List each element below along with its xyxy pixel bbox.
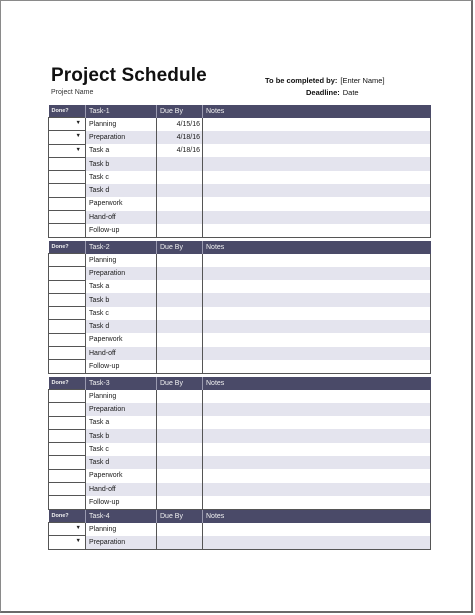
- notes-cell[interactable]: [203, 118, 431, 131]
- column-header-due: Due By: [157, 105, 203, 118]
- due-date-cell[interactable]: [157, 320, 203, 333]
- notes-cell[interactable]: [203, 333, 431, 346]
- page-title: Project Schedule: [51, 65, 207, 86]
- due-date-cell[interactable]: [157, 224, 203, 237]
- task-cell[interactable]: Task d: [86, 456, 157, 469]
- table-row: [49, 144, 431, 157]
- due-date-cell[interactable]: [157, 403, 203, 416]
- task-cell[interactable]: Task d: [86, 320, 157, 333]
- due-date-cell[interactable]: [157, 496, 203, 509]
- task-cell[interactable]: Follow-up: [86, 360, 157, 373]
- table-header-row: [49, 241, 431, 254]
- column-header-task: Task-1: [86, 105, 157, 118]
- task-cell[interactable]: Preparation: [86, 536, 157, 549]
- table-row: [49, 483, 431, 496]
- dropdown-arrow-icon[interactable]: ▼: [75, 146, 81, 153]
- table-row: [49, 443, 431, 456]
- notes-cell[interactable]: [203, 523, 431, 536]
- notes-cell[interactable]: [203, 211, 431, 224]
- task-cell[interactable]: Follow-up: [86, 224, 157, 237]
- due-date-cell[interactable]: [157, 360, 203, 373]
- due-date-cell[interactable]: [157, 157, 203, 170]
- table-row: [49, 211, 431, 224]
- task-cell[interactable]: Task c: [86, 307, 157, 320]
- schedule-table: [48, 510, 431, 550]
- notes-cell[interactable]: [203, 456, 431, 469]
- done-cell[interactable]: [49, 224, 86, 237]
- table-header-row: [49, 105, 431, 118]
- notes-cell[interactable]: [203, 267, 431, 280]
- column-header-done: Done?: [49, 510, 86, 523]
- done-cell[interactable]: [49, 118, 86, 131]
- notes-cell[interactable]: [203, 429, 431, 442]
- due-date-cell[interactable]: [157, 197, 203, 210]
- table-row: [49, 347, 431, 360]
- table-row: [49, 307, 431, 320]
- notes-cell[interactable]: [203, 307, 431, 320]
- table-header-row: [49, 510, 431, 523]
- column-header-done: Done?: [49, 105, 86, 118]
- column-header-done: Done?: [49, 241, 86, 254]
- due-date-cell[interactable]: [157, 267, 203, 280]
- table-row: [49, 320, 431, 333]
- due-date-cell[interactable]: [157, 293, 203, 306]
- done-cell[interactable]: [49, 347, 86, 360]
- column-header-notes: Notes: [203, 510, 431, 523]
- task-cell[interactable]: Task c: [86, 443, 157, 456]
- done-cell[interactable]: [49, 280, 86, 293]
- table-row: [49, 293, 431, 306]
- table-row: [49, 171, 431, 184]
- column-header-task: Task-3: [86, 377, 157, 390]
- due-date-cell[interactable]: [157, 280, 203, 293]
- notes-cell[interactable]: [203, 347, 431, 360]
- table-row: [49, 131, 431, 144]
- done-cell[interactable]: [49, 320, 86, 333]
- done-cell[interactable]: [49, 211, 86, 224]
- column-header-notes: Notes: [203, 105, 431, 118]
- due-date-cell[interactable]: [157, 416, 203, 429]
- notes-cell[interactable]: [203, 403, 431, 416]
- done-cell[interactable]: [49, 390, 86, 403]
- notes-cell[interactable]: [203, 131, 431, 144]
- notes-cell[interactable]: [203, 496, 431, 509]
- schedule-table: [48, 377, 431, 510]
- due-date-cell[interactable]: [157, 429, 203, 442]
- done-cell[interactable]: [49, 496, 86, 509]
- table-row: [49, 157, 431, 170]
- notes-cell[interactable]: [203, 197, 431, 210]
- due-date-cell[interactable]: [157, 536, 203, 549]
- table-row: [49, 280, 431, 293]
- table-row: [49, 429, 431, 442]
- task-cell[interactable]: Task a: [86, 144, 157, 157]
- table-row: [49, 496, 431, 509]
- task-cell[interactable]: Task b: [86, 293, 157, 306]
- done-cell[interactable]: [49, 469, 86, 482]
- deadline-row: [306, 88, 359, 97]
- done-cell[interactable]: [49, 171, 86, 184]
- notes-cell[interactable]: [203, 360, 431, 373]
- table-row: [49, 416, 431, 429]
- column-header-notes: Notes: [203, 377, 431, 390]
- column-header-due: Due By: [157, 377, 203, 390]
- notes-cell[interactable]: [203, 443, 431, 456]
- done-cell[interactable]: [49, 184, 86, 197]
- notes-cell[interactable]: [203, 320, 431, 333]
- table-row: [49, 403, 431, 416]
- done-cell[interactable]: [49, 254, 86, 267]
- schedule-table: [48, 241, 431, 374]
- table-row: [49, 197, 431, 210]
- done-cell[interactable]: [49, 144, 86, 157]
- completed-by-value[interactable]: [Enter Name]: [340, 76, 385, 85]
- dropdown-arrow-icon[interactable]: ▼: [75, 133, 81, 140]
- done-cell[interactable]: [49, 307, 86, 320]
- task-cell[interactable]: Planning: [86, 118, 157, 131]
- notes-cell[interactable]: [203, 157, 431, 170]
- done-cell[interactable]: [49, 157, 86, 170]
- due-date-cell[interactable]: [157, 523, 203, 536]
- done-cell[interactable]: [49, 523, 86, 536]
- task-cell[interactable]: Hand-off: [86, 483, 157, 496]
- due-date-cell[interactable]: [157, 483, 203, 496]
- done-cell[interactable]: [49, 403, 86, 416]
- table-row: [49, 333, 431, 346]
- due-date-cell[interactable]: [157, 184, 203, 197]
- done-cell[interactable]: [49, 456, 86, 469]
- dropdown-arrow-icon[interactable]: ▼: [75, 120, 81, 126]
- table-row: [49, 254, 431, 267]
- notes-cell[interactable]: [203, 536, 431, 549]
- task-cell[interactable]: Task d: [86, 184, 157, 197]
- done-cell[interactable]: [49, 267, 86, 280]
- task-cell[interactable]: Preparation: [86, 403, 157, 416]
- notes-cell[interactable]: [203, 390, 431, 403]
- due-date-cell[interactable]: [157, 347, 203, 360]
- due-date-cell[interactable]: [157, 443, 203, 456]
- due-date-cell[interactable]: 4/15/16: [157, 118, 203, 131]
- task-cell[interactable]: Task a: [86, 416, 157, 429]
- task-cell[interactable]: Planning: [86, 390, 157, 403]
- completed-by-label: To be completed by:: [265, 76, 338, 85]
- due-date-cell[interactable]: [157, 333, 203, 346]
- due-date-cell[interactable]: 4/18/16: [157, 131, 203, 144]
- task-cell[interactable]: Task a: [86, 280, 157, 293]
- due-date-cell[interactable]: [157, 171, 203, 184]
- column-header-due: Due By: [157, 510, 203, 523]
- schedule-table: [48, 105, 431, 238]
- task-cell[interactable]: Paperwork: [86, 197, 157, 210]
- done-cell[interactable]: [49, 333, 86, 346]
- column-header-notes: Notes: [203, 241, 431, 254]
- column-header-done: Done?: [49, 377, 86, 390]
- done-cell[interactable]: [49, 443, 86, 456]
- table-row: [49, 390, 431, 403]
- due-date-cell[interactable]: 4/18/16: [157, 144, 203, 157]
- task-cell[interactable]: Task b: [86, 429, 157, 442]
- notes-cell[interactable]: [203, 144, 431, 157]
- done-cell[interactable]: [49, 483, 86, 496]
- project-name-label: Project Name: [51, 89, 94, 96]
- notes-cell[interactable]: [203, 254, 431, 267]
- table-row: [49, 360, 431, 373]
- done-cell[interactable]: [49, 416, 86, 429]
- due-date-cell[interactable]: [157, 254, 203, 267]
- table-row: [49, 118, 431, 131]
- due-date-cell[interactable]: [157, 307, 203, 320]
- notes-cell[interactable]: [203, 293, 431, 306]
- task-cell[interactable]: Paperwork: [86, 333, 157, 346]
- table-header-row: [49, 377, 431, 390]
- column-header-due: Due By: [157, 241, 203, 254]
- column-header-task: Task-4: [86, 510, 157, 523]
- task-cell[interactable]: Task c: [86, 171, 157, 184]
- notes-cell[interactable]: [203, 416, 431, 429]
- done-cell[interactable]: [49, 131, 86, 144]
- task-cell[interactable]: Hand-off: [86, 211, 157, 224]
- column-header-task: Task-2: [86, 241, 157, 254]
- notes-cell[interactable]: [203, 184, 431, 197]
- task-cell[interactable]: Hand-off: [86, 347, 157, 360]
- table-row: [49, 267, 431, 280]
- dropdown-arrow-icon[interactable]: ▼: [75, 538, 81, 545]
- notes-cell[interactable]: [203, 280, 431, 293]
- table-row: [49, 224, 431, 237]
- due-date-cell[interactable]: [157, 390, 203, 403]
- task-cell[interactable]: Preparation: [86, 267, 157, 280]
- done-cell[interactable]: [49, 293, 86, 306]
- notes-cell[interactable]: [203, 224, 431, 237]
- due-date-cell[interactable]: [157, 211, 203, 224]
- due-date-cell[interactable]: [157, 456, 203, 469]
- task-cell[interactable]: Paperwork: [86, 469, 157, 482]
- notes-cell[interactable]: [203, 469, 431, 482]
- notes-cell[interactable]: [203, 171, 431, 184]
- done-cell[interactable]: [49, 360, 86, 373]
- task-cell[interactable]: Task b: [86, 157, 157, 170]
- deadline-label: Deadline:: [306, 88, 340, 97]
- notes-cell[interactable]: [203, 483, 431, 496]
- table-row: [49, 456, 431, 469]
- done-cell[interactable]: [49, 429, 86, 442]
- task-cell[interactable]: Follow-up: [86, 496, 157, 509]
- table-row: [49, 469, 431, 482]
- task-cell[interactable]: Planning: [86, 523, 157, 536]
- dropdown-arrow-icon[interactable]: ▼: [75, 525, 81, 531]
- deadline-value[interactable]: Date: [342, 88, 359, 97]
- completed-by-row: [265, 76, 385, 85]
- done-cell[interactable]: [49, 536, 86, 549]
- done-cell[interactable]: [49, 197, 86, 210]
- due-date-cell[interactable]: [157, 469, 203, 482]
- task-cell[interactable]: Planning: [86, 254, 157, 267]
- task-cell[interactable]: Preparation: [86, 131, 157, 144]
- table-row: [49, 523, 431, 536]
- table-row: [49, 184, 431, 197]
- table-row: [49, 536, 431, 549]
